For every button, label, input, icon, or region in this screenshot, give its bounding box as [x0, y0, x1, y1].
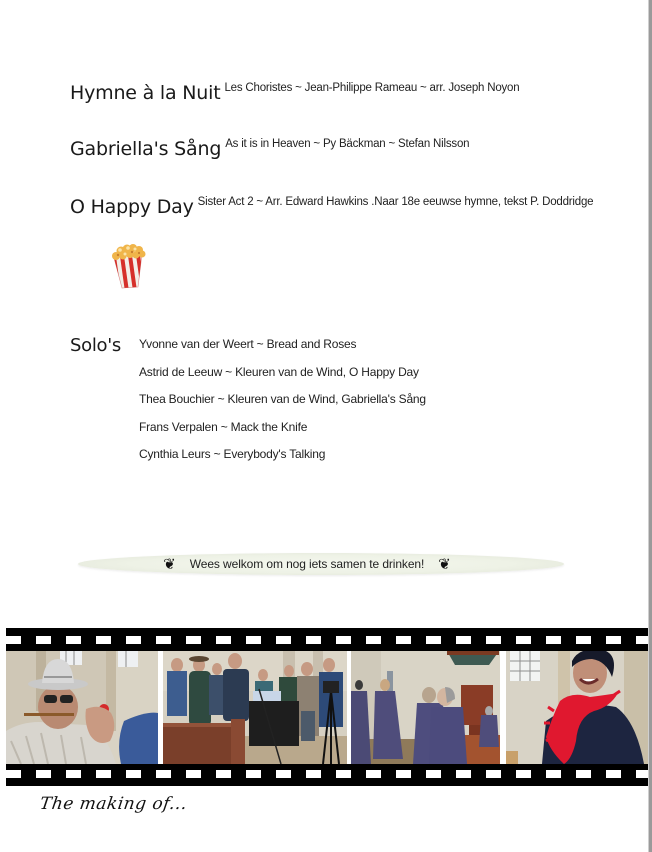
song-entry	[70, 136, 469, 162]
sprocket-holes-bottom	[6, 770, 648, 778]
page-edge	[648, 0, 652, 852]
choir-robes-church-photo	[351, 651, 500, 764]
sprocket-holes-top	[6, 636, 648, 644]
song-title: O Happy Day	[70, 196, 194, 218]
song-title: Gabriella's Sång	[70, 138, 222, 160]
solo-item: Thea Bouchier ~ Kleuren van de Wind, Gabriella's Sång	[139, 392, 426, 407]
man-silver-hat-cigar-photo	[6, 651, 158, 764]
making-of-caption: The making of...	[38, 794, 189, 814]
solos-heading: Solo's	[70, 335, 121, 356]
photo-frames	[6, 651, 648, 764]
welcome-text: Wees welkom om nog iets samen te drinken!	[189, 557, 425, 571]
popcorn-icon	[108, 240, 150, 290]
choir-rehearsal-piano-photo	[163, 651, 347, 764]
solo-list	[139, 336, 426, 474]
solo-item: Yvonne van der Weert ~ Bread and Roses	[139, 337, 357, 351]
solo-item: Astrid de Leeuw ~ Kleuren van de Wind, O Happy Day	[139, 364, 419, 379]
song-credit: Les Choristes ~ Jean-Philippe Rameau ~ arr. Joseph Noyon	[224, 82, 520, 94]
song-credit: Sister Act 2 ~ Arr. Edward Hawkins .Naar 18e eeuwse hymne, tekst P. Doddridge	[197, 196, 594, 208]
song-title: Hymne à la Nuit	[70, 82, 221, 104]
solo-item: Cynthia Leurs ~ Everybody's Talking	[139, 447, 326, 462]
song-entry	[70, 80, 519, 106]
song-entry	[70, 194, 593, 220]
floral-heart-icon: ❦	[163, 555, 176, 573]
welcome-banner	[78, 553, 564, 575]
filmstrip	[6, 628, 648, 786]
solo-item: Frans Verpalen ~ Mack the Knife	[139, 419, 308, 434]
woman-red-feather-boa-photo	[506, 651, 648, 764]
song-credit: As it is in Heaven ~ Py Bäckman ~ Stefan Nilsson	[225, 138, 470, 150]
floral-heart-icon: ❦	[438, 555, 451, 573]
